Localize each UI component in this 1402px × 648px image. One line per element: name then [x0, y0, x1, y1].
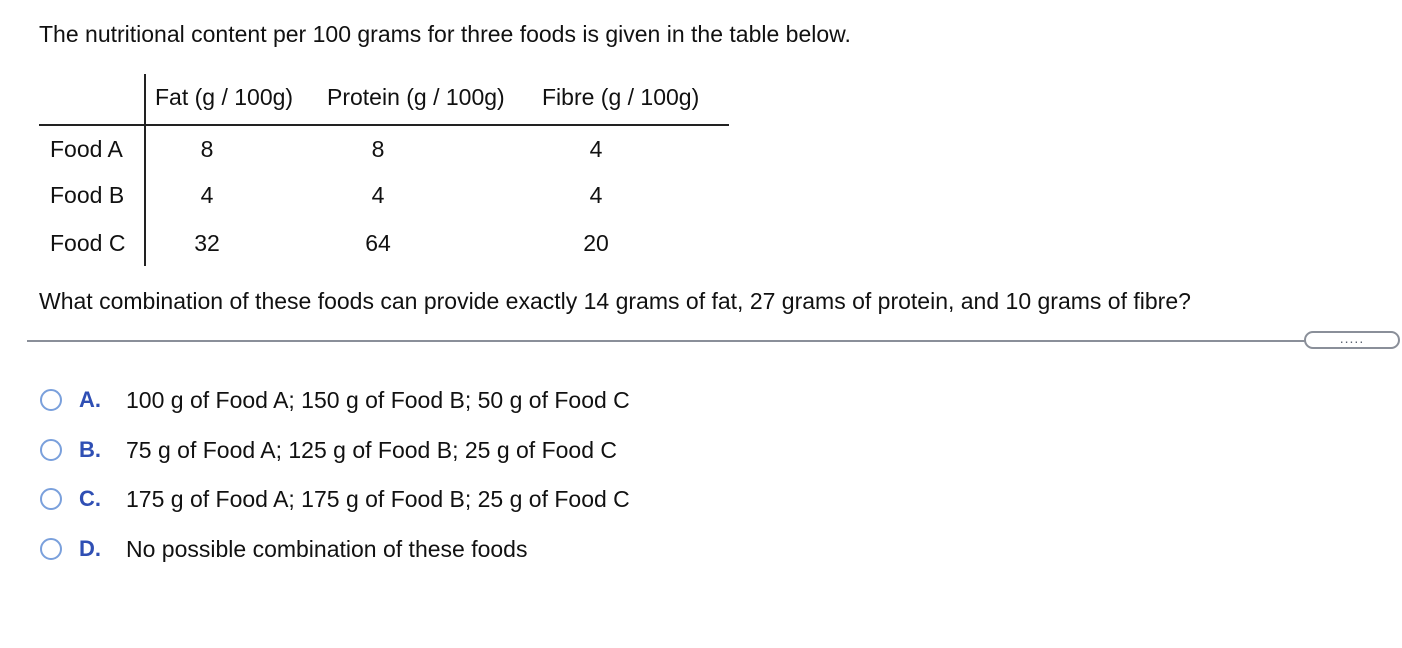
table-horizontal-rule: [39, 124, 729, 126]
cell-food-b-fibre: 4: [589, 182, 603, 208]
row-label-food-a: Food A: [50, 136, 123, 162]
radio-button-c[interactable]: [40, 488, 62, 510]
option-text-b: 75 g of Food A; 125 g of Food B; 25 g of Food C: [126, 436, 617, 463]
option-c[interactable]: [40, 479, 630, 519]
option-b[interactable]: [40, 430, 617, 470]
row-label-food-b: Food B: [50, 182, 125, 208]
ellipsis-icon: .....: [1339, 330, 1365, 346]
radio-button-d[interactable]: [40, 538, 62, 560]
option-text-a: 100 g of Food A; 150 g of Food B; 50 g of Food C: [126, 386, 630, 413]
option-letter-b: B.: [79, 437, 101, 462]
header-fibre: Fibre (g / 100g): [542, 84, 700, 110]
section-divider: [27, 340, 1307, 342]
cell-food-b-protein: 4: [371, 182, 385, 208]
more-options-button[interactable]: [1304, 331, 1400, 349]
row-label-food-c: Food C: [50, 230, 126, 256]
option-letter-a: A.: [79, 387, 101, 412]
header-fat: Fat (g / 100g): [155, 84, 294, 110]
table-vertical-rule: [144, 74, 146, 266]
option-d[interactable]: [40, 529, 527, 569]
nutrition-table: [39, 74, 729, 266]
cell-food-a-fibre: 4: [589, 136, 603, 162]
cell-food-c-protein: 64: [365, 230, 391, 256]
question-text: What combination of these foods can provide exactly 14 grams of fat, 27 grams of protein, and 10 grams of fibre?: [39, 288, 1191, 314]
intro-text: The nutritional content per 100 grams for three foods is given in the table below.: [39, 21, 851, 47]
option-text-d: No possible combination of these foods: [126, 535, 528, 562]
cell-food-a-fat: 8: [200, 136, 214, 162]
option-text-c: 175 g of Food A; 175 g of Food B; 25 g of Food C: [126, 485, 630, 512]
cell-food-b-fat: 4: [200, 182, 214, 208]
cell-food-a-protein: 8: [371, 136, 385, 162]
option-letter-c: C.: [79, 486, 101, 511]
option-a[interactable]: [40, 380, 630, 420]
option-letter-d: D.: [79, 536, 101, 561]
header-protein: Protein (g / 100g): [327, 84, 505, 110]
radio-button-b[interactable]: [40, 439, 62, 461]
cell-food-c-fibre: 20: [583, 230, 609, 256]
cell-food-c-fat: 32: [194, 230, 220, 256]
radio-button-a[interactable]: [40, 389, 62, 411]
